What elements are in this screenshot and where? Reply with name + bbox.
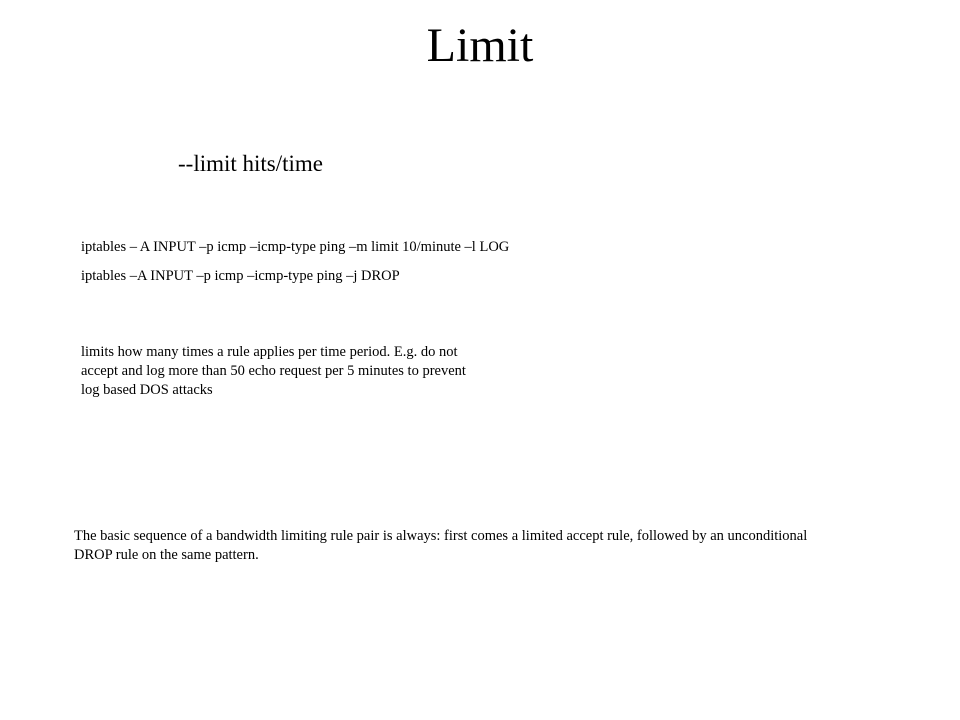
description-line: log based DOS attacks [81, 382, 213, 398]
limit-syntax-heading: --limit hits/time [178, 151, 324, 176]
note-line: DROP rule on the same pattern. [74, 547, 259, 563]
rule-pair-note [74, 527, 914, 565]
description-line: accept and log more than 50 echo request per 5 minutes to prevent [81, 363, 466, 379]
note-line: The basic sequence of a bandwidth limiting rule pair is always: first comes a limited accept rule, followed by an unconditional [74, 528, 808, 544]
description-line: limits how many times a rule applies per time period. E.g. do not [81, 344, 458, 360]
slide-title: Limit [426, 19, 534, 72]
iptables-log-command: iptables – A INPUT –p icmp –icmp-type ping –m limit 10/minute –l LOG [81, 239, 510, 255]
iptables-drop-command: iptables –A INPUT –p icmp –icmp-type ping –j DROP [81, 268, 400, 284]
limit-description [81, 343, 521, 400]
